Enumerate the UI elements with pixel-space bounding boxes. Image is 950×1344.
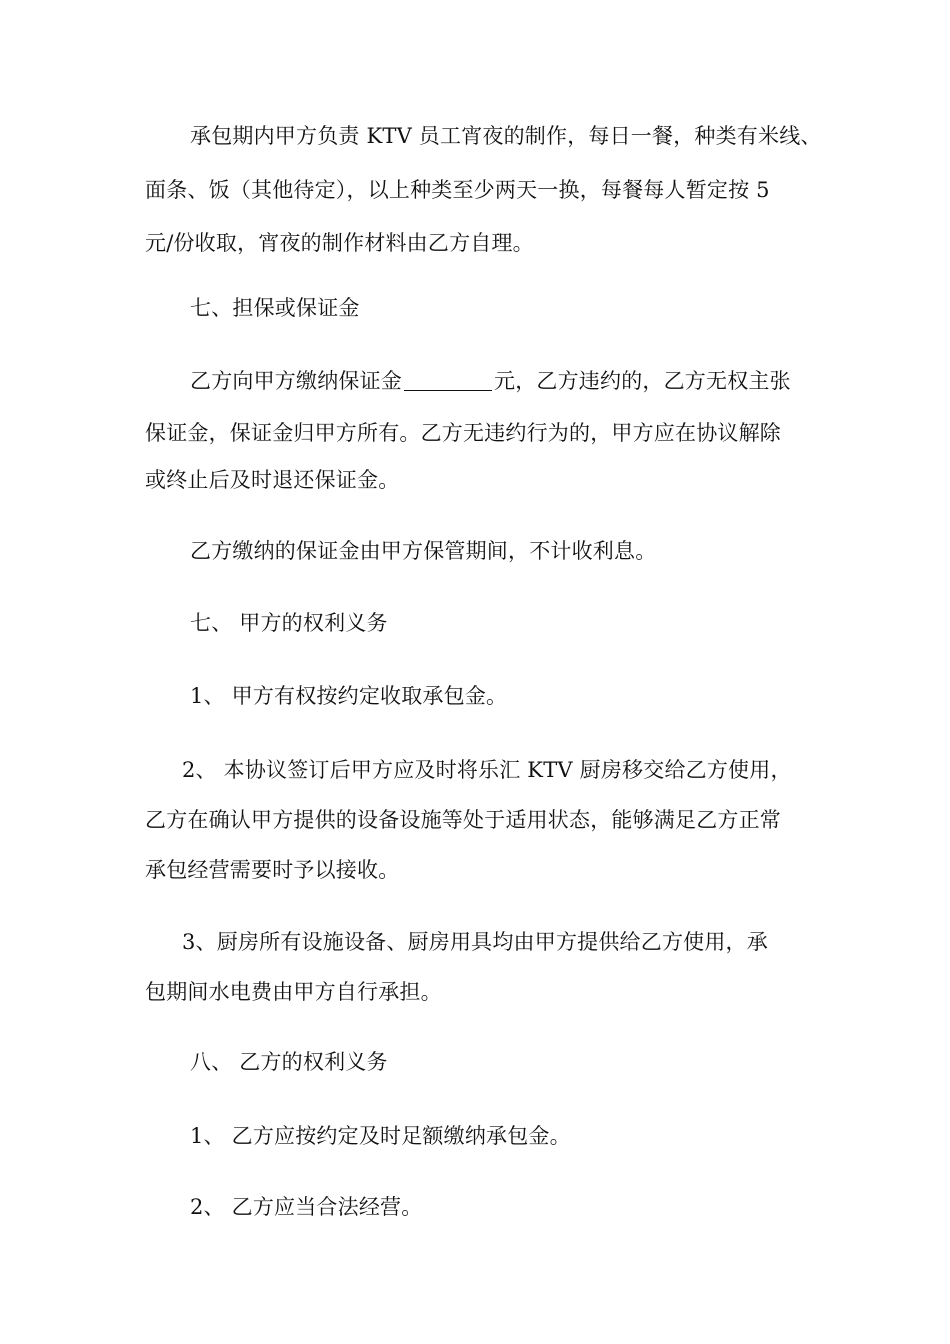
party-a-item-2-line-3: 承包经营需要时予以接收。	[145, 858, 400, 882]
deposit-paragraph-line-3: 或终止后及时退还保证金。	[145, 468, 400, 492]
party-a-item-3-line-1: 3、厨房所有设施设备、厨房用具均由甲方提供给乙方使用，承	[182, 930, 768, 954]
party-a-item-2-line-2: 乙方在确认甲方提供的设备设施等处于适用状态，能够满足乙方正常	[145, 808, 781, 832]
deposit-text-before-blank: 乙方向甲方缴纳保证金	[190, 369, 402, 393]
deposit-amount-blank	[404, 370, 492, 391]
deposit-paragraph-line-2: 保证金，保证金归甲方所有。乙方无违约行为的，甲方应在协议解除	[145, 421, 781, 445]
party-a-item-3-line-2: 包期间水电费由甲方自行承担。	[145, 980, 442, 1004]
paragraph-1-line-3: 元/份收取，宵夜的制作材料由乙方自理。	[145, 231, 534, 255]
section-heading-party-b: 八、 乙方的权利义务	[190, 1050, 388, 1074]
party-a-item-2-line-1: 2、 本协议签订后甲方应及时将乐汇 KTV 厨房移交给乙方使用，	[182, 758, 792, 782]
deposit-paragraph-line-1	[190, 366, 791, 396]
section-heading-deposit: 七、担保或保证金	[190, 296, 360, 320]
party-b-item-1: 1、 乙方应按约定及时足额缴纳承包金。	[190, 1124, 571, 1148]
section-heading-party-a: 七、 甲方的权利义务	[190, 611, 388, 635]
paragraph-1-line-2: 面条、饭（其他待定），以上种类至少两天一换，每餐每人暂定按 5	[145, 178, 770, 202]
deposit-text-after-blank: 元，乙方违约的，乙方无权主张	[494, 369, 791, 393]
party-b-item-2: 2、 乙方应当合法经营。	[190, 1195, 423, 1219]
paragraph-1-line-1: 承包期内甲方负责 KTV 员工宵夜的制作，每日一餐，种类有米线、	[190, 124, 822, 148]
party-a-item-1: 1、 甲方有权按约定收取承包金。	[190, 684, 508, 708]
interest-paragraph: 乙方缴纳的保证金由甲方保管期间，不计收利息。	[190, 539, 657, 563]
